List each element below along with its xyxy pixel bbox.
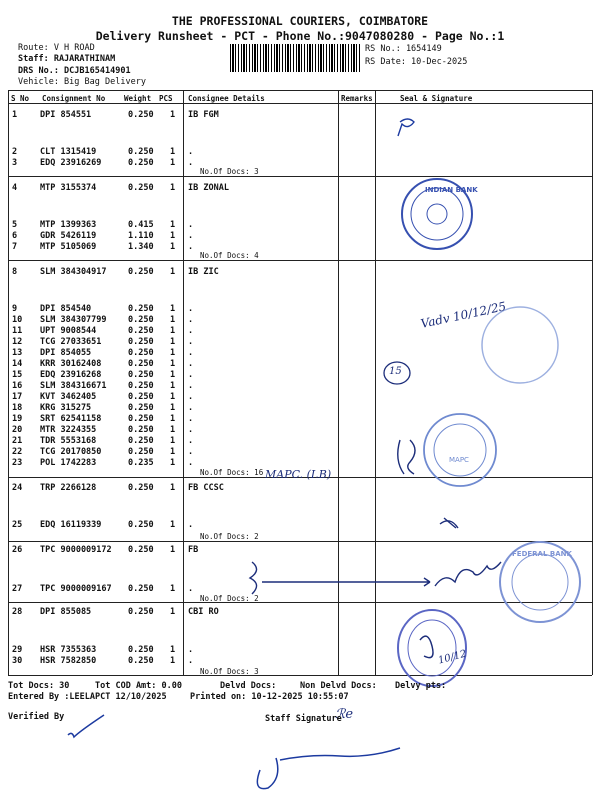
row-sno: 4 [12,183,18,193]
row-det: . [188,359,194,369]
row-pcs: 1 [170,267,176,277]
stamp-text-federal-bank: FEDERAL BANK [512,550,572,558]
row-wt: 0.250 [128,520,154,530]
row-wt: 0.250 [128,370,154,380]
row-cn: TPC 9000009167 [40,584,112,594]
handwritten-date: Vadv 10/12/25 [419,299,508,331]
table-left-rule [8,90,9,675]
indian-bank-stamp [402,179,472,249]
row-cn: KVT 3462405 [40,392,97,402]
row-pcs: 1 [170,304,176,314]
mapc-stamp [424,414,496,486]
row-sno: 14 [12,359,23,369]
row-det: . [188,447,194,457]
col-header-sno: S No [11,94,30,103]
row-wt: 0.250 [128,110,154,120]
row-pcs: 1 [170,645,176,655]
row-sno: 25 [12,520,23,530]
col-rule-remarks [338,90,339,675]
row-det: . [188,656,194,666]
row-pcs: 1 [170,458,176,468]
doc-count: No.Of Docs: 2 [200,532,259,541]
row-det: IB ZIC [188,267,219,277]
row-pcs: 1 [170,447,176,457]
stamp-text-mapc: MAPC [449,456,469,464]
col-rule-seal [375,90,376,675]
row-sno: 6 [12,231,18,241]
signature-25 [440,518,458,528]
row-wt: 0.250 [128,414,154,424]
row-sno: 17 [12,392,23,402]
row-sno: 23 [12,458,23,468]
row-sno: 13 [12,348,23,358]
row-wt: 0.250 [128,337,154,347]
row-cn: EDQ 23916268 [40,370,102,380]
table-bottom-rule [8,675,592,676]
row-cn: EDQ 16119339 [40,520,102,530]
company-name: THE PROFESSIONAL COURIERS, COIMBATORE [171,14,429,28]
row-det: . [188,231,194,241]
printed-on: Printed on: 10-12-2025 10:55:07 [190,692,349,702]
row-cn: HSR 7582850 [40,656,97,666]
staff-signature-mark [257,748,400,789]
row-cn: SLM 384316671 [40,381,107,391]
table-header-rule [8,103,592,104]
row-wt: 0.250 [128,359,154,369]
doc-count: No.Of Docs: 3 [200,167,259,176]
col-header-weight: Weight [124,94,152,103]
row-cn: TCG 20170850 [40,447,102,457]
row-cn: TPC 9000009172 [40,545,112,555]
staff-signature-label: Staff Signature [265,714,342,724]
col-header-consignee: Consignee Details [188,94,265,103]
doc-count: No.Of Docs: 16 [200,468,264,477]
row-sno: 29 [12,645,23,655]
row-sno: 1 [12,110,18,120]
row-pcs: 1 [170,607,176,617]
row-sno: 16 [12,381,23,391]
row-wt: 0.250 [128,656,154,666]
row-det: CBI RO [188,607,219,617]
row-cn: MTR 3224355 [40,425,97,435]
row-cn: DPI 854551 [40,110,92,120]
table-top-rule [8,90,592,91]
row-sno: 19 [12,414,23,424]
row-cn: UPT 9008544 [40,326,97,336]
row-pcs: 1 [170,337,176,347]
handwritten-number: 15 [389,366,402,377]
row-wt: 0.415 [128,220,154,230]
row-det: . [188,520,194,530]
row-pcs: 1 [170,183,176,193]
row-pcs: 1 [170,370,176,380]
row-pcs: 1 [170,348,176,358]
row-wt: 0.250 [128,447,154,457]
rs-date: RS Date: 10-Dec-2025 [365,57,468,67]
row-pcs: 1 [170,545,176,555]
row-sno: 12 [12,337,23,347]
row-cn: SLM 384307799 [40,315,107,325]
col-header-pcs: PCS [159,94,173,103]
row-det: . [188,158,194,168]
row-pcs: 1 [170,584,176,594]
col-rule-details [183,90,184,675]
row-sno: 22 [12,447,23,457]
drs-number: DRS No.: DCJB165414901 [18,66,131,76]
row-wt: 1.340 [128,242,154,252]
row-det: . [188,220,194,230]
row-sno: 18 [12,403,23,413]
row-det: . [188,403,194,413]
row-sno: 21 [12,436,23,446]
row-sno: 2 [12,147,18,157]
handwritten-date-cbi: 10/12 [437,648,468,667]
row-wt: 0.250 [128,645,154,655]
row-wt: 0.250 [128,483,154,493]
row-pcs: 1 [170,158,176,168]
row-pcs: 1 [170,231,176,241]
row-det: . [188,584,194,594]
row-det: FB [188,545,199,555]
rs-number: RS No.: 1654149 [365,44,442,54]
row-cn: MTP 5105069 [40,242,97,252]
row-cn: MTP 1399363 [40,220,97,230]
federal-bank-stamp [500,542,580,622]
row-sno: 9 [12,304,18,314]
row-cn: TDR 5553168 [40,436,97,446]
row-wt: 0.250 [128,267,154,277]
row-sno: 28 [12,607,23,617]
row-wt: 0.250 [128,348,154,358]
barcode [230,44,360,72]
verified-signature [68,715,104,737]
row-pcs: 1 [170,315,176,325]
row-wt: 0.250 [128,304,154,314]
row-det: . [188,147,194,157]
row-pcs: 1 [170,381,176,391]
handwritten-note-mapc: MAPC. (I.B) [265,468,332,481]
row-cn: POL 1742283 [40,458,97,468]
stamp-text-indian-bank: INDIAN BANK [425,186,478,194]
row-wt: 0.250 [128,158,154,168]
row-wt: 0.250 [128,147,154,157]
row-wt: 0.250 [128,607,154,617]
row-wt: 0.235 [128,458,154,468]
doc-count: No.Of Docs: 4 [200,251,259,260]
row-pcs: 1 [170,110,176,120]
row-wt: 0.250 [128,315,154,325]
row-cn: TCG 27033651 [40,337,102,347]
row-det: . [188,645,194,655]
delivery-points: Delvy pts: [395,681,447,691]
row-det: . [188,425,194,435]
row-sno: 10 [12,315,23,325]
row-sno: 24 [12,483,23,493]
table-right-rule [592,90,593,675]
row-cn: SRT 62541158 [40,414,102,424]
vehicle: Vehicle: Big Bag Delivery [18,77,146,87]
row-det: . [188,348,194,358]
row-pcs: 1 [170,414,176,424]
row-wt: 0.250 [128,436,154,446]
row-wt: 0.250 [128,381,154,391]
row-det: . [188,458,194,468]
row-det: . [188,242,194,252]
route: Route: V H ROAD [18,43,95,53]
row-sno: 26 [12,545,23,555]
row-cn: HSR 7355363 [40,645,97,655]
row-cn: CLT 1315419 [40,147,97,157]
row-det: . [188,337,194,347]
doc-count: No.Of Docs: 2 [200,594,259,603]
row-sno: 27 [12,584,23,594]
signature-cbi [420,636,433,657]
col-header-consignment: Consignment No [42,94,106,103]
row-cn: DPI 855085 [40,607,92,617]
row-cn: TRP 2266128 [40,483,97,493]
row-det: . [188,304,194,314]
row-wt: 1.110 [128,231,154,241]
row-wt: 0.250 [128,183,154,193]
staff-name: Staff: RAJARATHINAM [18,54,116,64]
verified-by-label: Verified By [8,712,65,722]
row-cn: DPI 854540 [40,304,92,314]
row-pcs: 1 [170,220,176,230]
row-pcs: 1 [170,520,176,530]
row-sno: 5 [12,220,18,230]
row-det: . [188,381,194,391]
row-sno: 30 [12,656,23,666]
row-sno: 15 [12,370,23,380]
row-det: . [188,326,194,336]
row-wt: 0.250 [128,425,154,435]
row-cn: KRR 30162408 [40,359,102,369]
row-det: IB ZONAL [188,183,229,193]
doc-count: No.Of Docs: 3 [200,667,259,676]
delivered-docs: Delvd Docs: [220,681,277,691]
row-cn: GDR 5426119 [40,231,97,241]
row-sno: 7 [12,242,18,252]
group-rule [8,176,592,177]
col-header-remarks: Remarks [341,94,373,103]
faint-round-stamp [482,307,558,383]
row-wt: 0.250 [128,403,154,413]
group-rule [8,260,592,261]
row-det: . [188,392,194,402]
row-det: . [188,414,194,424]
runsheet-title: Delivery Runsheet - PCT - Phone No.:9047080280 - Page No.:1 [95,29,505,43]
row-sno: 8 [12,267,18,277]
row-pcs: 1 [170,359,176,369]
row-wt: 0.250 [128,326,154,336]
row-cn: SLM 384304917 [40,267,107,277]
signature-mapc [398,440,415,474]
row-sno: 11 [12,326,23,336]
row-pcs: 1 [170,656,176,666]
row-cn: DPI 854055 [40,348,92,358]
handwritten-initials: ℛe [335,707,354,722]
row-sno: 3 [12,158,18,168]
row-cn: EDQ 23916269 [40,158,102,168]
row-cn: MTP 3155374 [40,183,97,193]
row-det: . [188,436,194,446]
row-pcs: 1 [170,326,176,336]
total-docs: Tot Docs: 30 [8,681,70,691]
row-wt: 0.250 [128,584,154,594]
signature-scribble [398,119,414,136]
non-delivered-docs: Non Delvd Docs: [300,681,377,691]
group-rule [8,602,592,603]
row-pcs: 1 [170,425,176,435]
row-cn: KRG 315275 [40,403,92,413]
row-wt: 0.250 [128,392,154,402]
row-wt: 0.250 [128,545,154,555]
row-pcs: 1 [170,147,176,157]
row-det: FB CCSC [188,483,224,493]
row-det: . [188,370,194,380]
col-header-seal: Seal & Signature [400,94,473,103]
group-rule [8,541,592,542]
row-pcs: 1 [170,392,176,402]
row-det: . [188,315,194,325]
row-pcs: 1 [170,483,176,493]
row-sno: 20 [12,425,23,435]
entered-by: Entered By :LEELAPCT 12/10/2025 [8,692,167,702]
total-cod: Tot COD Amt: 0.00 [95,681,182,691]
row-pcs: 1 [170,436,176,446]
row-det: IB FGM [188,110,219,120]
row-pcs: 1 [170,242,176,252]
row-pcs: 1 [170,403,176,413]
